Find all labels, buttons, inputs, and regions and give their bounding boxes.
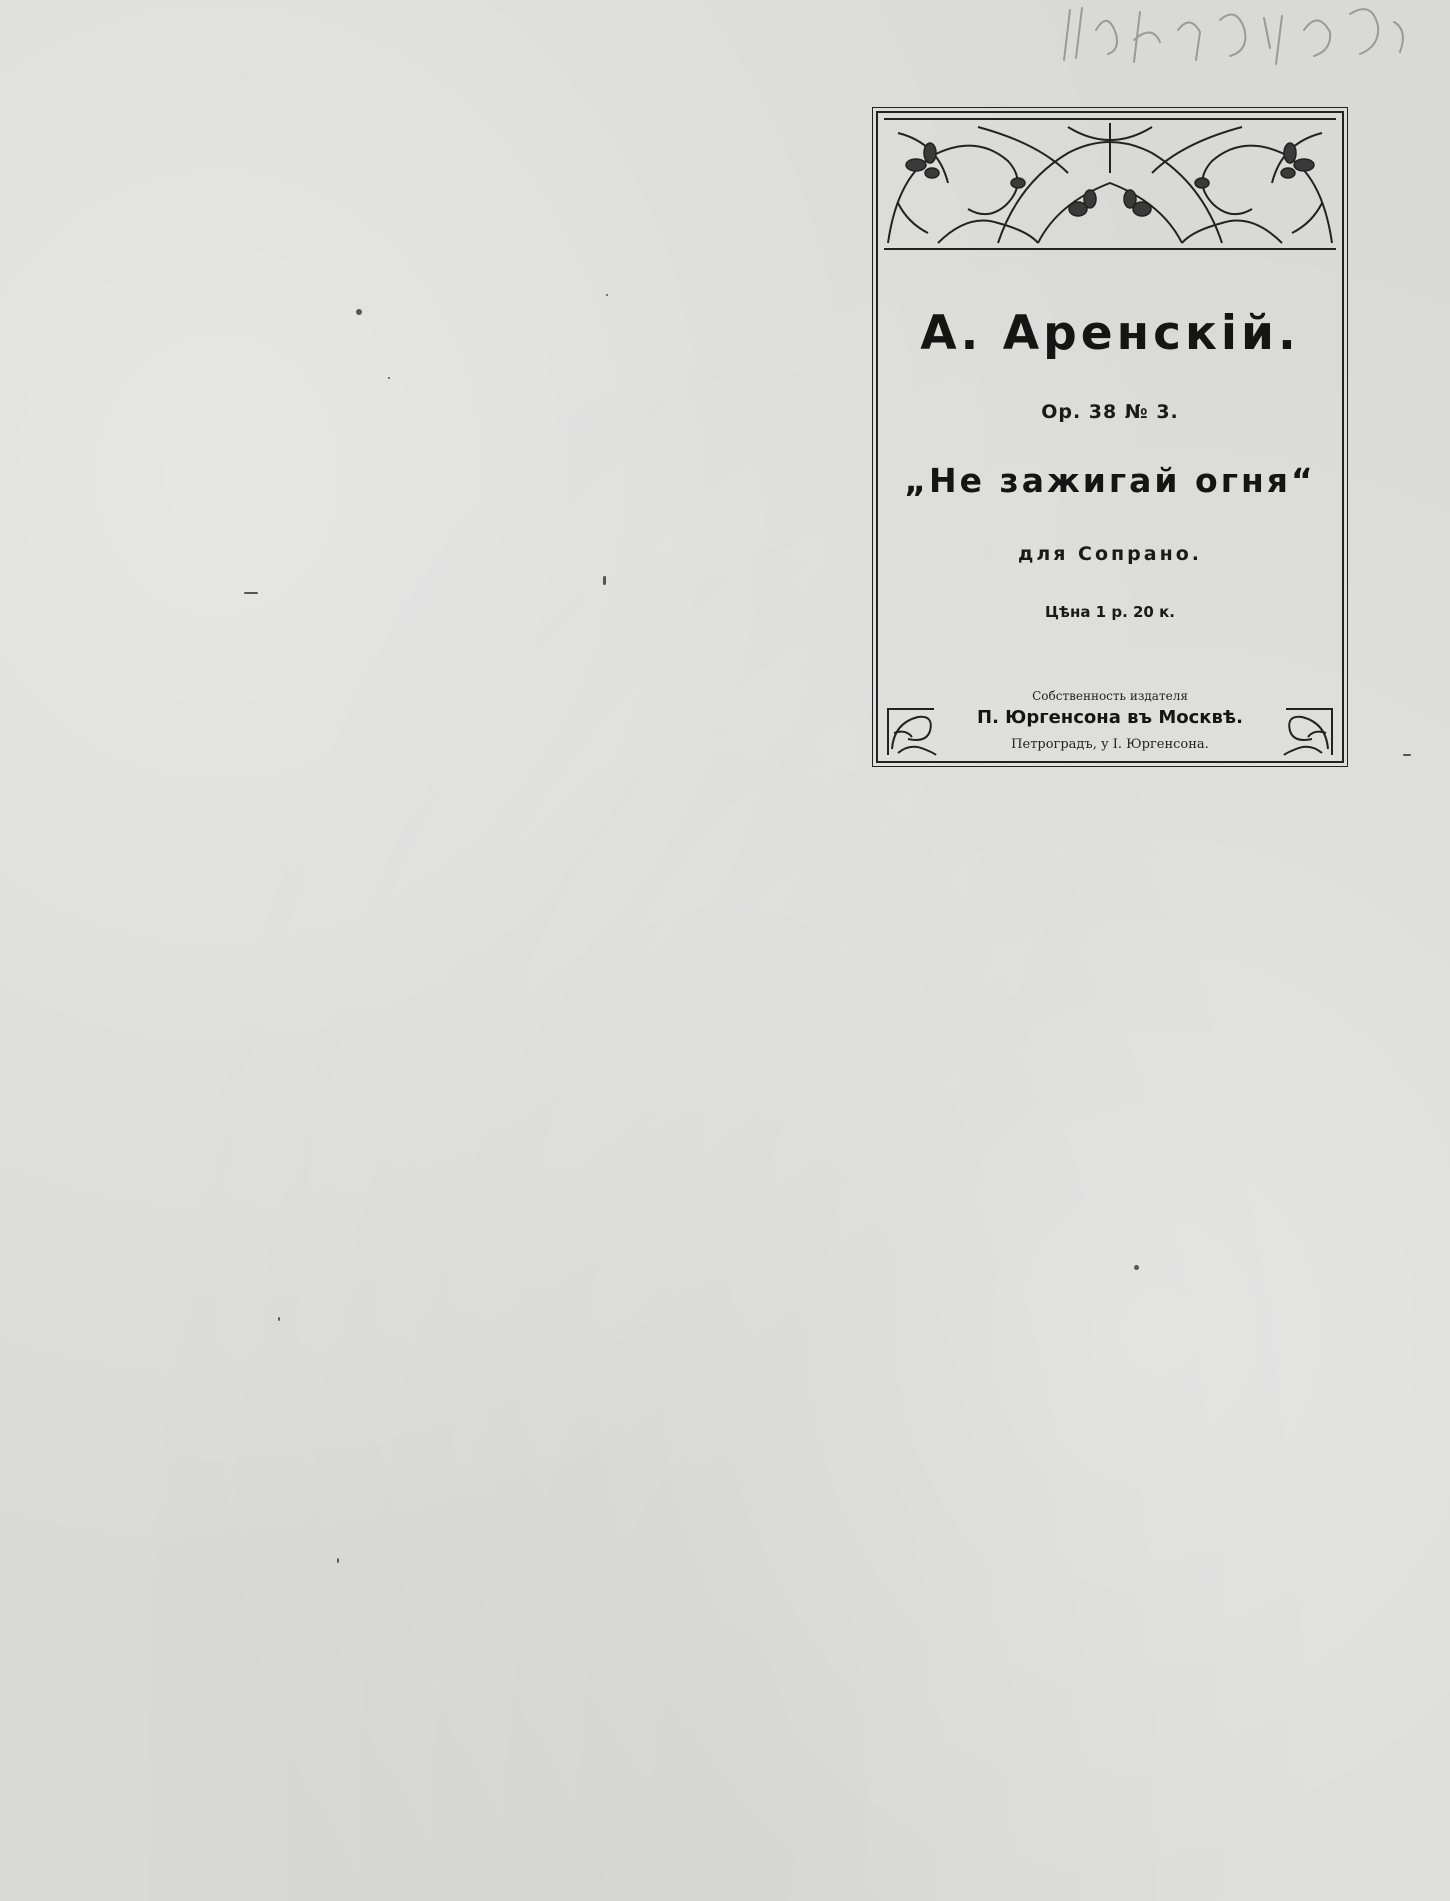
pencil-note-icon: [1060, 0, 1420, 80]
paper-speck: [356, 309, 362, 315]
title-panel: [876, 111, 1344, 763]
corner-ornament-right-icon: [1280, 703, 1336, 759]
song-title: „Не зажигай огня“: [904, 461, 1316, 500]
publisher-name: П. Юргенсона въ Москвѣ.: [977, 707, 1243, 728]
opus-number: Ор. 38 № 3.: [1041, 401, 1179, 423]
publisher-branch: Петроградъ, у I. Юргенсона.: [1011, 737, 1209, 752]
paper-speck: [603, 576, 606, 585]
property-label: Собственность издателя: [1032, 689, 1188, 703]
paper-speck: [337, 1558, 339, 1563]
paper-speck: [1403, 754, 1411, 756]
paper-speck: [278, 1317, 280, 1321]
paper-speck: [1134, 1265, 1139, 1270]
paper-speck: [244, 592, 258, 594]
voice-designation: для Сопрано.: [1017, 543, 1203, 565]
composer-name: А. Аренскій.: [920, 306, 1300, 361]
paper-speck: [606, 294, 608, 296]
price: Цѣна 1 р. 20 к.: [1045, 603, 1175, 621]
top-ornament-icon: [878, 113, 1342, 251]
corner-ornament-left-icon: [884, 703, 940, 759]
paper-speck: [388, 377, 390, 379]
